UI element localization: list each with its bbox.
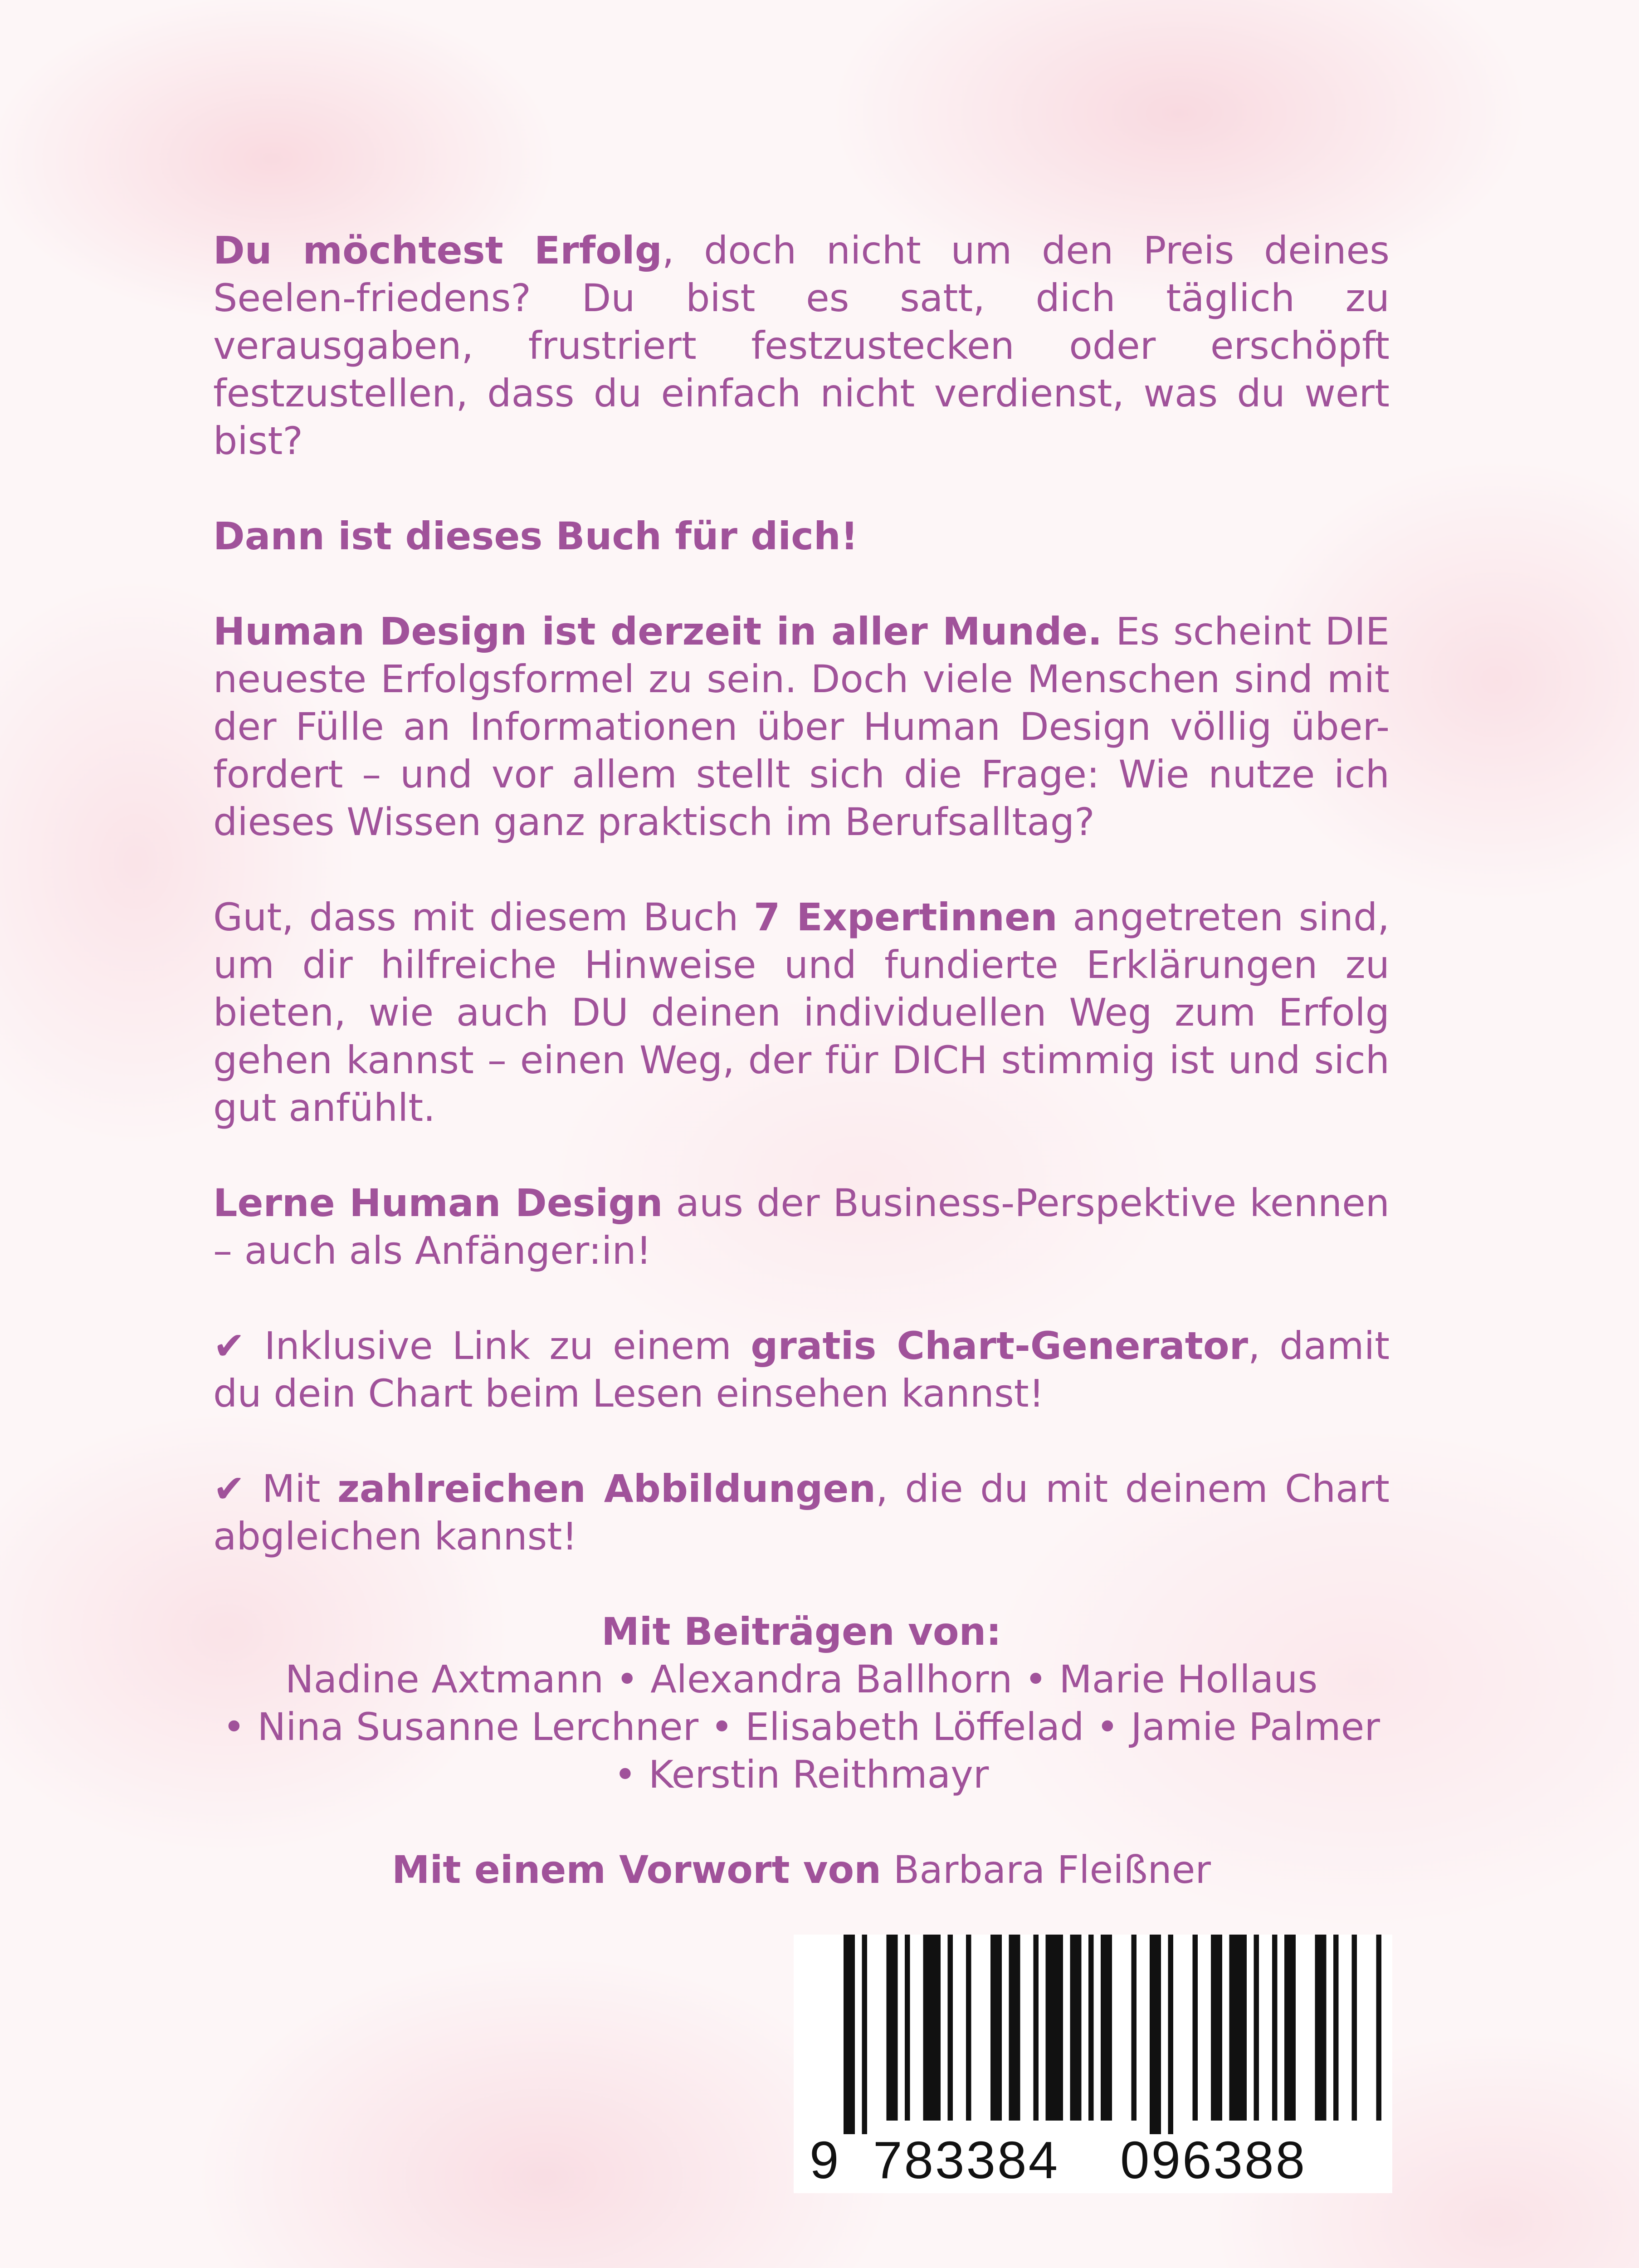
illustrations-text-after: , die du mit deinem Chart abgleichen kannst!: [213, 1466, 1390, 1559]
chart-generator-text-before: Inklusive Link zu einem: [245, 1324, 751, 1368]
illustrations-bold: zahlreichen Abbildungen: [337, 1466, 876, 1511]
barcode-bar: [1352, 1935, 1357, 2121]
experts-text-after: angetreten sind, um dir hilfreiche Hinweise und fundierte Erklärungen zu bieten, wie auch DU deinen individuellen Weg zum Erfolg gehen kannst – einen Weg, der für DICH stimmig ist und sich gut anfühlt.: [213, 895, 1390, 1130]
back-cover-text: [213, 227, 1390, 1894]
foreword-author: Barbara Fleißner: [881, 1848, 1211, 1892]
chart-generator-text-after: , damit du dein Chart beim Lesen einsehen kannst!: [213, 1324, 1390, 1416]
barcode-bar: [1150, 1935, 1161, 2134]
intro-bold: Du möchtest Erfolg: [213, 228, 662, 273]
barcode-bar: [1272, 1935, 1278, 2121]
barcode-bar: [1315, 1935, 1327, 2121]
paragraph-illustrations: [213, 1465, 1390, 1560]
chart-generator-bold: gratis Chart-Generator: [751, 1324, 1249, 1368]
contributors-line-3: • Kerstin Reithmayr: [614, 1752, 989, 1797]
barcode-bar: [990, 1935, 1002, 2121]
barcode-bar: [923, 1935, 941, 2121]
barcode-bar: [1101, 1935, 1112, 2121]
barcode-bar: [1193, 1935, 1198, 2121]
illustrations-text-before: Mit: [245, 1466, 338, 1511]
foreword-line: [213, 1846, 1390, 1894]
barcode: [794, 1935, 1392, 2193]
barcode-bar: [1211, 1935, 1222, 2121]
human-design-bold: Human Design ist derzeit in aller Munde.: [213, 609, 1102, 654]
barcode-bar: [1009, 1935, 1020, 2121]
paragraph-learn: [213, 1179, 1390, 1275]
paragraph-experts: [213, 894, 1390, 1132]
contributors-block: [213, 1608, 1390, 1799]
checkmark-icon: ✔: [213, 1466, 245, 1511]
barcode-bar: [1132, 1935, 1137, 2121]
barcode-bar: [1229, 1935, 1247, 2121]
barcode-bar: [1088, 1935, 1094, 2121]
paragraph-chart-generator: [213, 1322, 1390, 1418]
book-for-you-bold: Dann ist dieses Buch für dich!: [213, 514, 859, 558]
contributors-heading: Mit Beiträgen von:: [601, 1609, 1001, 1654]
barcode-bar: [905, 1935, 910, 2121]
experts-text-before: Gut, dass mit diesem Buch: [213, 895, 754, 939]
contributors-line-1: Nadine Axtmann • Alexandra Ballhorn • Marie Hollaus: [285, 1657, 1318, 1701]
barcode-group-1: 783384: [873, 2131, 1060, 2190]
experts-bold: 7 Expertinnen: [753, 895, 1058, 939]
paragraph-human-design: [213, 608, 1390, 846]
intro-text: , doch nicht um den Preis deines Seelen-friedens? Du bist es satt, dich täglich zu verausgaben, frustriert festzustecken oder erschöpft festzustellen, dass du einfach nicht verdienst, was du wert bist?: [213, 228, 1390, 463]
barcode-bar: [966, 1935, 971, 2121]
barcode-bar: [1046, 1935, 1063, 2121]
barcode-bar: [1168, 1935, 1174, 2134]
barcode-bar: [1333, 1935, 1339, 2121]
barcode-bar: [887, 1935, 898, 2121]
barcode-bar: [1284, 1935, 1296, 2121]
barcode-bar: [1070, 1935, 1082, 2121]
barcode-digit-first: 9: [810, 2131, 841, 2190]
contributors-line-2: • Nina Susanne Lerchner • Elisabeth Löffelad • Jamie Palmer: [223, 1705, 1380, 1749]
barcode-bar: [862, 1935, 868, 2134]
checkmark-icon: ✔: [213, 1324, 245, 1368]
barcode-bar: [844, 1935, 855, 2134]
barcode-bars: [794, 1935, 1392, 2134]
barcode-group-2: 096388: [1120, 2131, 1307, 2190]
barcode-bar: [1254, 1935, 1259, 2121]
learn-bold: Lerne Human Design: [213, 1181, 663, 1225]
foreword-bold: Mit einem Vorwort von: [392, 1848, 882, 1892]
paragraph-book-for-you: [213, 513, 1390, 560]
human-design-text: Es scheint DIE neueste Erfolgsformel zu sein. Doch viele Menschen sind mit der Fülle an Informationen über Human Design völlig über-fordert – und vor allem stellt sich die Frage: Wie nutze ich dieses Wissen ganz praktisch im Berufsalltag?: [213, 609, 1390, 844]
barcode-bar: [1034, 1935, 1039, 2121]
barcode-bar: [1376, 1935, 1382, 2121]
learn-text: aus der Business-Perspektive kennen – auch als Anfänger:in!: [213, 1181, 1390, 1273]
barcode-bar: [948, 1935, 953, 2121]
paragraph-intro: [213, 227, 1390, 465]
